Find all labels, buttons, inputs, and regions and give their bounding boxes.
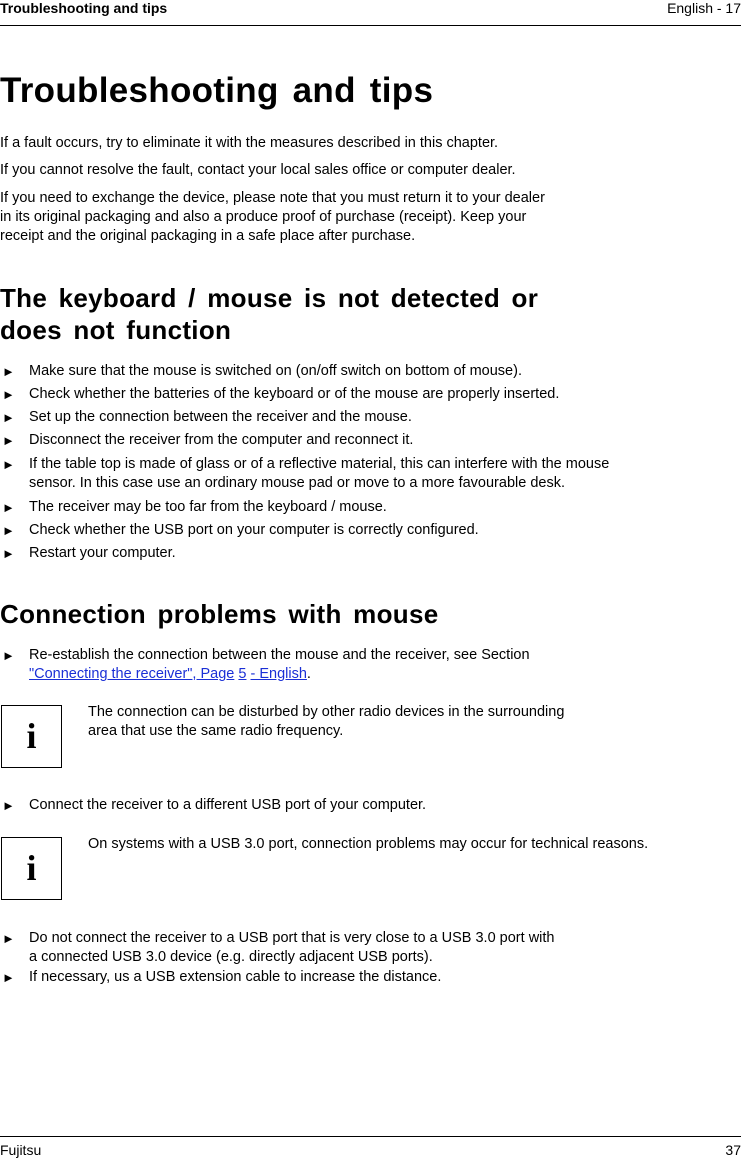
bullet-arrow-icon: ► xyxy=(2,546,15,561)
header-page-label: English - 17 xyxy=(667,0,741,16)
list-item-text: The receiver may be too far from the keyboard / mouse. xyxy=(29,499,387,515)
list-item-text: Check whether the batteries of the keyboard or of the mouse are properly inserted. xyxy=(29,386,560,402)
intro-paragraph-1: If a fault occurs, try to eliminate it with the measures described in this chapter. xyxy=(0,135,499,151)
bullet-arrow-icon: ► xyxy=(2,410,15,425)
list-item-text: Make sure that the mouse is switched on (on/off switch on bottom of mouse). xyxy=(29,363,522,379)
footer-brand: Fujitsu xyxy=(0,1142,42,1158)
bullet-arrow-icon: ► xyxy=(2,500,15,515)
info-icon: i xyxy=(1,837,62,900)
section-heading-keyboard-mouse-line1: The keyboard / mouse is not detected or xyxy=(0,283,539,313)
bullet-arrow-icon: ► xyxy=(2,457,15,472)
bullet-arrow-icon: ► xyxy=(2,433,15,448)
footer-page-number: 37 xyxy=(725,1142,741,1158)
bullet-arrow-icon: ► xyxy=(2,798,15,813)
list-item-text: Check whether the USB port on your computer is correctly configured. xyxy=(29,522,479,538)
list-item-text: Disconnect the receiver from the computer and reconnect it. xyxy=(29,432,414,448)
link-page-number[interactable]: 5 xyxy=(238,666,247,682)
bullet-arrow-icon: ► xyxy=(2,364,15,379)
info-note-2: On systems with a USB 3.0 port, connection problems may occur for technical reasons. xyxy=(88,836,649,852)
intro-paragraph-3-line3: receipt and the original packaging in a safe place after purchase. xyxy=(0,228,416,244)
list-item-text: sensor. In this case use an ordinary mouse pad or move to a more favourable desk. xyxy=(29,475,565,491)
link-language[interactable]: - English xyxy=(250,666,307,682)
link-connecting-the-receiver[interactable]: "Connecting the receiver", Page xyxy=(29,666,235,682)
list-item-text: Re-establish the connection between the mouse and the receiver, see Section xyxy=(29,647,530,663)
intro-paragraph-2: If you cannot resolve the fault, contact your local sales office or computer dealer. xyxy=(0,162,516,178)
list-item-text: Connect the receiver to a different USB port of your computer. xyxy=(29,797,427,813)
page-header xyxy=(0,0,741,26)
list-item-text: a connected USB 3.0 device (e.g. directly adjacent USB ports). xyxy=(29,949,433,965)
info-icon: i xyxy=(1,705,62,768)
list-item-text: If the table top is made of glass or of a reflective material, this can interfere with the mouse xyxy=(29,456,610,472)
intro-paragraph-3-line2: in its original packaging and also a produce proof of purchase (receipt). Keep your xyxy=(0,209,527,225)
list-item-text: Restart your computer. xyxy=(29,545,176,561)
cross-reference xyxy=(29,665,729,684)
bullet-arrow-icon: ► xyxy=(2,970,15,985)
header-chapter-title: Troubleshooting and tips xyxy=(0,0,168,16)
bullet-arrow-icon: ► xyxy=(2,387,15,402)
list-item-text: Set up the connection between the receiver and the mouse. xyxy=(29,409,412,425)
bullet-arrow-icon: ► xyxy=(2,648,15,663)
page-title: Troubleshooting and tips xyxy=(0,71,434,110)
intro-paragraph-3-line1: If you need to exchange the device, please note that you must return it to your dealer xyxy=(0,190,545,206)
bullet-arrow-icon: ► xyxy=(2,931,15,946)
sentence-period: . xyxy=(306,666,311,682)
info-note-1-line2: area that use the same radio frequency. xyxy=(88,723,344,739)
section-heading-keyboard-mouse-line2: does not function xyxy=(0,315,232,345)
bullet-arrow-icon: ► xyxy=(2,523,15,538)
list-item-text: If necessary, us a USB extension cable to increase the distance. xyxy=(29,969,442,985)
list-item-text: Do not connect the receiver to a USB port that is very close to a USB 3.0 port with xyxy=(29,930,555,946)
section-heading-connection-problems: Connection problems with mouse xyxy=(0,599,439,629)
page-footer xyxy=(0,1136,741,1158)
info-note-1-line1: The connection can be disturbed by other radio devices in the surrounding xyxy=(88,704,565,720)
